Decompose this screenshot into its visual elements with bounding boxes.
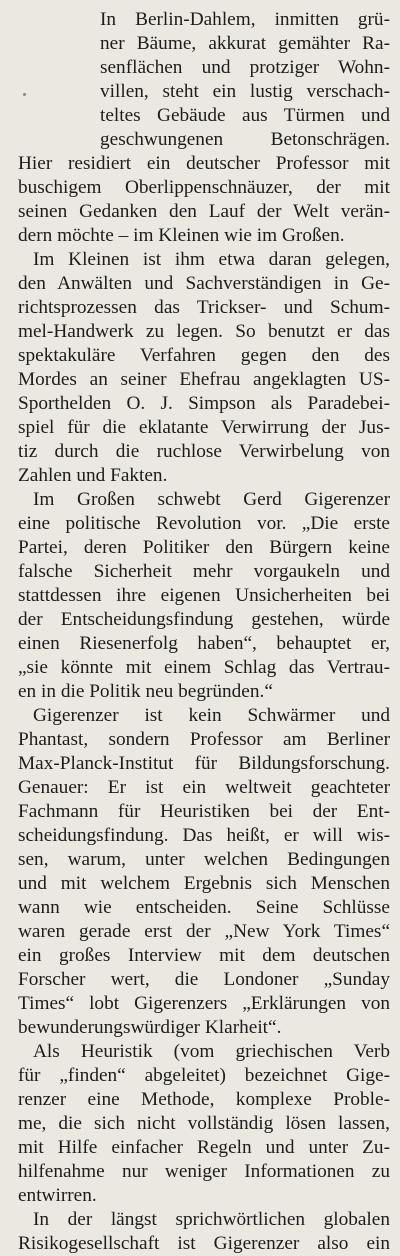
text-line: mel-Handwerk zu legen. So benutzt er das: [18, 321, 390, 342]
text-line: In Berlin-Dahlem, inmitten grü-: [100, 9, 390, 30]
text-line: Im Großen schwebt Gerd Gigerenzer: [33, 489, 390, 510]
text-line: Mordes an seiner Ehefrau angeklagten US-: [18, 369, 390, 390]
text-line: ner Bäume, akkurat gemähter Ra-: [100, 33, 390, 54]
text-line: der Entscheidungsfindung gestehen, würde: [18, 609, 390, 630]
text-line: villen, steht ein lustig verschach-: [100, 81, 390, 102]
text-line: dern möchte – im Kleinen wie im Großen.: [18, 225, 345, 246]
text-line: Times“ lobt Gigerenzers „Erklärungen von: [18, 993, 390, 1014]
text-line: bewunderungswürdiger Klarheit“.: [18, 1017, 282, 1038]
text-line: entwirren.: [18, 1185, 97, 1206]
text-line: sen, warum, unter welchen Bedingungen: [18, 849, 390, 870]
text-line: den Anwälten und Sachverständigen in Ge-: [18, 273, 390, 294]
paragraph-1: [18, 8, 390, 248]
text-line: Gigerenzer ist kein Schwärmer und: [33, 705, 390, 726]
text-line: „sie könnte mit einem Schlag das Vertrau-: [18, 657, 390, 678]
paragraph-4: [18, 704, 390, 1040]
text-line: Fachmann für Heuristiken bei der Ent-: [18, 801, 390, 822]
text-line: Partei, deren Politiker den Bürgern keine: [18, 537, 390, 558]
text-line: Risikogesellschaft ist Gigerenzer also ein: [18, 1233, 390, 1254]
article-body: [18, 8, 390, 1256]
text-line: In der längst sprichwörtlichen globalen: [33, 1209, 390, 1230]
text-line: richtsprozessen das Trickser- und Schum-: [18, 297, 390, 318]
paragraph-3: [18, 488, 390, 704]
text-line: Sporthelden O. J. Simpson als Paradebei-: [18, 393, 390, 414]
text-line: falsche Sicherheit mehr vorgaukeln und: [18, 561, 390, 582]
text-line: teltes Gebäude aus Türmen und: [100, 105, 390, 126]
text-line: geschwungenen Betonschrägen.: [100, 129, 390, 150]
paragraph-6: [18, 1208, 390, 1256]
text-line: mit Hilfe einfacher Regeln und unter Zu-: [18, 1137, 390, 1158]
text-line: eine politische Revolution vor. „Die erste: [18, 513, 390, 534]
text-line: hilfenahme nur weniger Informationen zu: [18, 1161, 390, 1182]
text-line: Max-Planck-Institut für Bildungsforschung.: [18, 753, 390, 774]
text-line: Im Kleinen ist ihm etwa daran gelegen,: [33, 249, 390, 270]
text-line: stattdessen ihre eigenen Unsicherheiten bei: [18, 585, 390, 606]
text-line: Als Heuristik (vom griechischen Verb: [33, 1041, 390, 1062]
text-line: Genauer: Er ist ein weltweit geachteter: [18, 777, 390, 798]
text-line: Hier residiert ein deutscher Professor mit: [18, 153, 390, 174]
text-line: Zahlen und Fakten.: [18, 465, 168, 486]
text-line: me, die sich nicht vollständig lösen lassen,: [18, 1113, 390, 1134]
text-line: ein großes Interview mit dem deutschen: [18, 945, 390, 966]
paragraph-2: [18, 248, 390, 488]
article-column: [18, 0, 390, 1254]
text-line: renzer eine Methode, komplexe Proble-: [18, 1089, 390, 1110]
text-line: senflächen und protziger Wohn-: [100, 57, 390, 78]
text-line: en in die Politik neu begründen.“: [18, 681, 273, 702]
text-line: scheidungsfindung. Das heißt, er will wis-: [18, 825, 390, 846]
paragraph-5: [18, 1040, 390, 1208]
text-line: und mit welchem Ergebnis sich Menschen: [18, 873, 390, 894]
text-line: spiel für die eklatante Verwirrung der Jus-: [18, 417, 390, 438]
text-line: tiz durch die ruchlose Verwirbelung von: [18, 441, 390, 462]
text-line: buschigem Oberlippenschnäuzer, der mit: [18, 177, 390, 198]
text-line: Phantast, sondern Professor am Berliner: [18, 729, 390, 750]
text-line: waren gerade erst der „New York Times“: [18, 921, 390, 942]
text-line: einen Riesenerfolg haben“, behauptet er,: [18, 633, 390, 654]
paper-speck: [23, 93, 26, 96]
text-line: wann wie entscheiden. Seine Schlüsse: [18, 897, 390, 918]
text-line: spektakuläre Verfahren gegen den des: [18, 345, 390, 366]
text-line: für „finden“ abgeleitet) bezeichnet Gige-: [18, 1065, 390, 1086]
text-line: seinen Gedanken den Lauf der Welt verän-: [18, 201, 390, 222]
text-line: Forscher wert, die Londoner „Sunday: [18, 969, 390, 990]
